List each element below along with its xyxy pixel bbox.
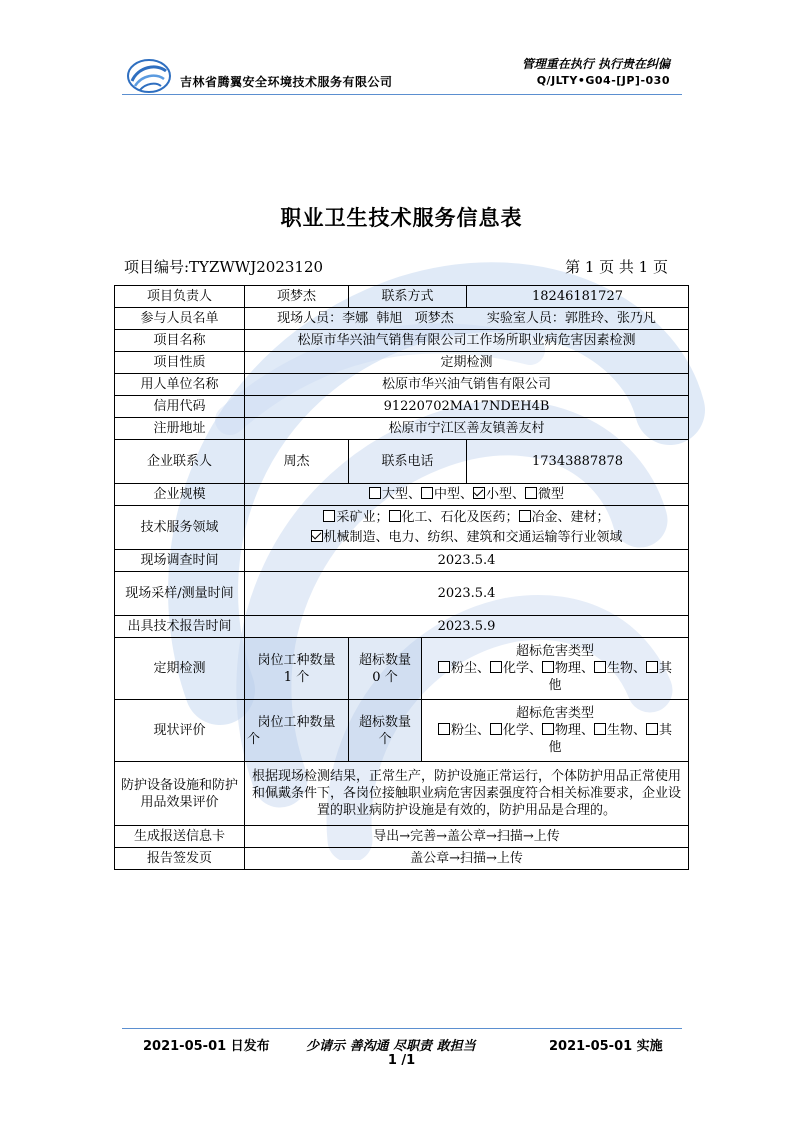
domain-options [245,506,689,550]
hazard-chemical-label: 化学、 [502,723,542,738]
hazard-other-tail: 他 [548,740,562,755]
status-hazard-biological-checkbox[interactable] [594,723,606,735]
table-row [115,638,689,700]
footer-motto: 少请示 善沟通 尽职责 敢担当 [306,1039,476,1054]
status-exceed-label: 超标数量 [358,714,411,730]
periodic-hazard-types [422,638,689,700]
protection-label: 防护设备设施和防护用品效果评价 [115,762,245,826]
address-label: 注册地址 [115,418,245,440]
domain-label: 技术服务领域 [115,506,245,550]
page-header [0,0,803,110]
employer-value: 松原市华兴油气销售有限公司 [245,374,689,396]
report-time-value: 2023.5.9 [245,616,689,638]
sign-label: 报告签发页 [115,848,245,870]
domain-mining-label: 采矿业； [336,510,389,525]
periodic-exceed-label: 超标数量 [358,652,411,668]
leader-value: 项梦杰 [245,286,349,308]
table-row [115,700,689,762]
sampling-time-label: 现场采样/测量时间 [115,572,245,616]
header-motto: 管理重在执行 执行贵在纠偏 [521,57,670,71]
report-time-label: 出具技术报告时间 [115,616,245,638]
table-row [115,418,689,440]
scale-medium-label: 中型 [433,487,460,502]
scale-options: 大型、 中型、 小型、 微型 [245,484,689,506]
address-value: 松原市宁江区善友镇善友村 [245,418,689,440]
periodic-label: 定期检测 [115,638,245,700]
service-info-table [114,285,689,870]
scale-large-checkbox[interactable] [369,487,381,499]
table-row [115,330,689,352]
card-label: 生成报送信息卡 [115,826,245,848]
enterprise-contact-value: 周杰 [245,440,349,484]
hazard-chemical-label: 化学、 [502,661,542,676]
domain-metallurgy-label: 冶金、建材； [531,510,610,525]
nature-value: 定期检测 [245,352,689,374]
hazard-dust-checkbox[interactable] [438,661,450,673]
employer-label: 用人单位名称 [115,374,245,396]
document-code: Q/JLTY•G04-[JP]-030 [536,74,670,87]
domain-machinery-label: 机械制造、电力、纺织、建筑和交通运输等行业领域 [323,530,623,545]
scale-medium-checkbox[interactable] [421,487,433,499]
hazard-other-tail: 他 [548,678,562,693]
domain-metallurgy-checkbox[interactable] [519,510,531,522]
phone-value: 17343887878 [467,440,689,484]
hazard-other-label: 其 [659,661,673,676]
periodic-exceed [349,638,422,700]
page-info: 第 1 页 共 1 页 [565,258,668,276]
project-number: 项目编号:TYZWWJ2023120 [124,258,324,276]
effective-date: 2021-05-01 实施 [549,1039,663,1054]
hazard-chemical-checkbox[interactable] [490,661,502,673]
table-row [115,374,689,396]
status-hazard-other-checkbox[interactable] [646,723,658,735]
table-row [115,826,689,848]
survey-time-value: 2023.5.4 [245,550,689,572]
status-posts [245,700,349,762]
hazard-biological-label: 生物、 [607,723,647,738]
sampling-time-value: 2023.5.4 [245,572,689,616]
survey-time-label: 现场调查时间 [115,550,245,572]
phone-label: 联系电话 [349,440,467,484]
status-posts-label: 岗位工种数量 [257,714,336,730]
status-hazard-dust-checkbox[interactable] [438,723,450,735]
header-divider [122,94,682,95]
domain-chemical-label: 化工、石化及医药； [401,510,519,525]
table-row [115,308,689,330]
staff-label: 参与人员名单 [115,308,245,330]
hazard-biological-checkbox[interactable] [594,661,606,673]
page-number: 1 /1 [387,1053,416,1068]
scale-label: 企业规模 [115,484,245,506]
table-row [115,352,689,374]
hazard-dust-label: 粉尘、 [450,661,490,676]
scale-small-checkbox[interactable] [473,487,485,499]
hazard-physical-label: 物理、 [555,723,595,738]
hazard-physical-checkbox[interactable] [542,661,554,673]
domain-chemical-checkbox[interactable] [389,510,401,522]
hazard-type-label: 超标危害类型 [516,644,595,659]
table-row [115,616,689,638]
table-row [115,572,689,616]
scale-micro-label: 微型 [538,487,565,502]
status-hazard-chemical-checkbox[interactable] [490,723,502,735]
hazard-type-label: 超标危害类型 [516,706,595,721]
table-row [115,440,689,484]
sign-flow: 盖公章→扫描→上传 [245,848,689,870]
scale-small-label: 小型 [486,487,513,502]
scale-micro-checkbox[interactable] [525,487,537,499]
scale-large-label: 大型 [381,487,408,502]
project-name-value: 松原市华兴油气销售有限公司工作场所职业病危害因素检测 [245,330,689,352]
status-posts-value: 个 [247,731,261,747]
footer-divider [122,1028,682,1029]
page-title: 职业卫生技术服务信息表 [280,206,523,230]
company-logo-icon [126,57,172,95]
staff-value: 现场人员：李娜 韩旭 项梦杰 实验室人员：郭胜玲、张乃凡 [245,308,689,330]
status-exceed-value: 个 [378,731,392,747]
leader-label: 项目负责人 [115,286,245,308]
protection-value: 根据现场检测结果，正常生产，防护设施正常运行，个体防护用品正常使用和佩戴条件下，各岗位接触职业病危害因素强度符合相关标准要求，企业设置的职业病防护设施是有效的，防护用品是合理的。 [245,762,689,826]
periodic-posts [245,638,349,700]
company-name: 吉林省腾翼安全环境技术服务有限公司 [180,75,393,89]
table-row [115,848,689,870]
credit-label: 信用代码 [115,396,245,418]
status-exceed [349,700,422,762]
hazard-dust-label: 粉尘、 [450,723,490,738]
card-flow: 导出→完善→盖公章→扫描→上传 [245,826,689,848]
table-row [115,484,689,506]
periodic-posts-label: 岗位工种数量 [257,652,336,668]
table-row [115,506,689,550]
domain-machinery-checkbox[interactable] [311,530,323,542]
hazard-biological-label: 生物、 [607,661,647,676]
table-row [115,396,689,418]
credit-value: 91220702MA17NDEH4B [245,396,689,418]
periodic-posts-value: 1 个 [283,669,310,685]
status-label: 现状评价 [115,700,245,762]
project-name-label: 项目名称 [115,330,245,352]
domain-mining-checkbox[interactable] [323,510,335,522]
issue-date: 2021-05-01 日发布 [143,1039,270,1054]
status-hazard-types [422,700,689,762]
status-hazard-physical-checkbox[interactable] [542,723,554,735]
hazard-other-checkbox[interactable] [646,661,658,673]
enterprise-contact-label: 企业联系人 [115,440,245,484]
hazard-other-label: 其 [659,723,673,738]
hazard-physical-label: 物理、 [555,661,595,676]
table-row [115,762,689,826]
table-row [115,550,689,572]
nature-label: 项目性质 [115,352,245,374]
periodic-exceed-value: 0 个 [372,669,398,685]
contact-label: 联系方式 [349,286,467,308]
table-row [115,286,689,308]
contact-value: 18246181727 [467,286,689,308]
